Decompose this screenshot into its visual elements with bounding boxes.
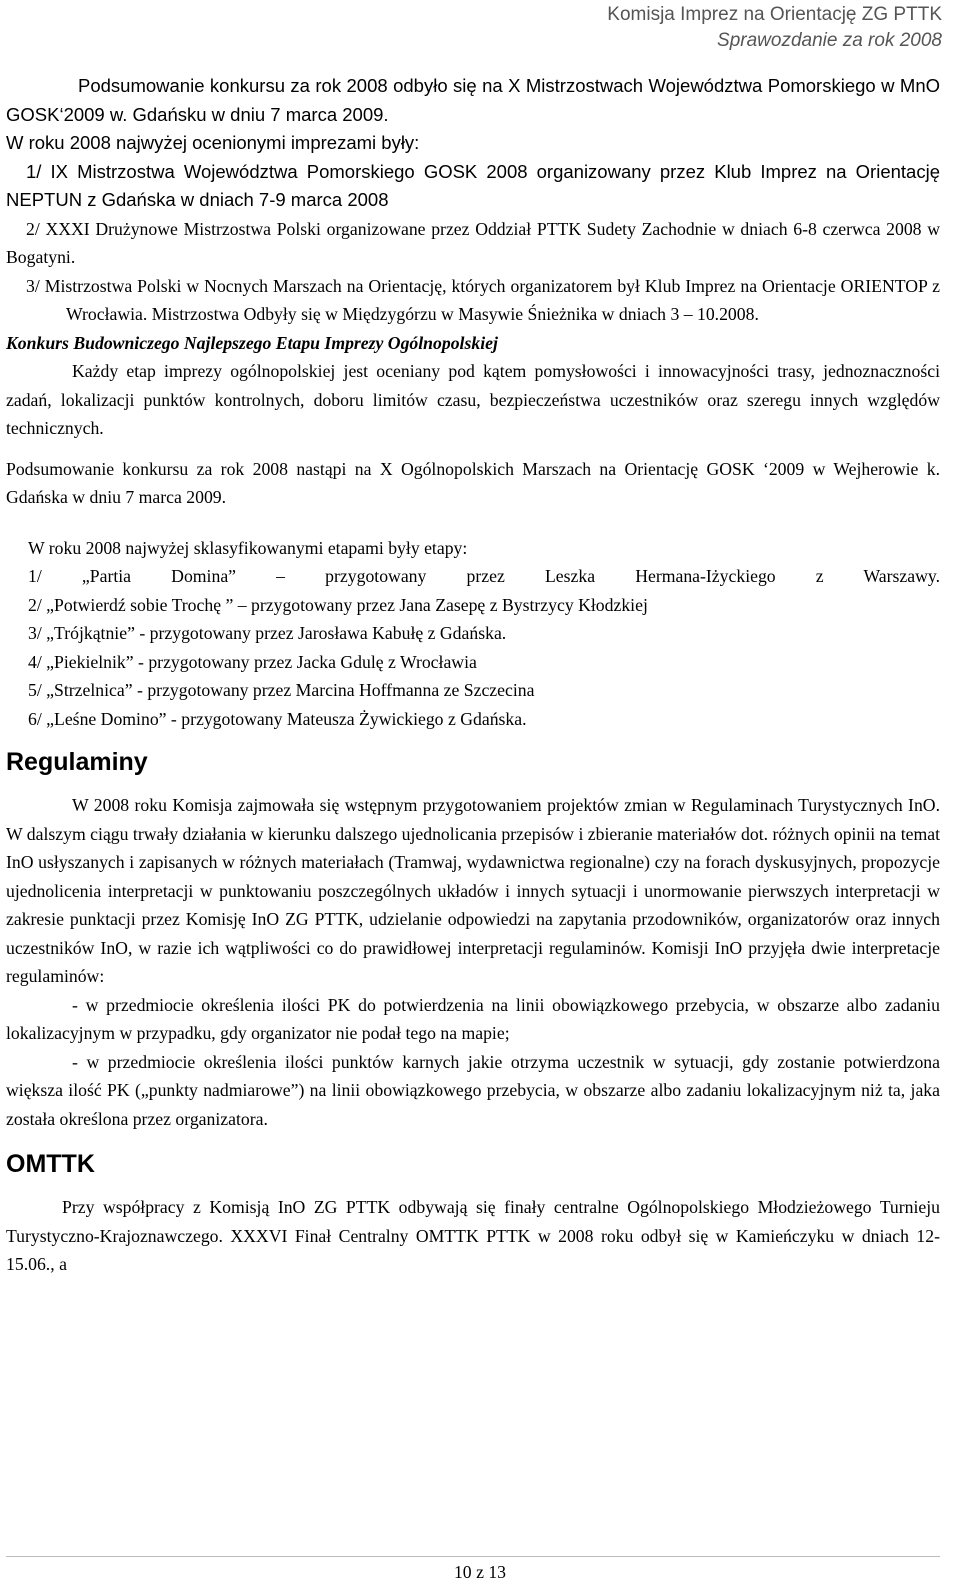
list-item: 6/ „Leśne Domino” - przygotowany Mateusza Żywickiego z Gdańska. xyxy=(28,708,527,729)
intro-section xyxy=(6,72,940,215)
list-item: 3/ „Trójkątnie” - przygotowany przez Jarosława Kabułę z Gdańska. xyxy=(28,623,507,643)
list-item: 4/ „Piekielnik” - przygotowany przez Jacka Gdulę z Wrocławia xyxy=(28,651,477,672)
header-report: Sprawozdanie za rok 2008 xyxy=(717,30,942,51)
document-body xyxy=(6,72,940,1279)
konkurs-paragraph-1: Każdy etap imprezy ogólnopolskiej jest oceniany pod kątem pomysłowości i innowacyjności trasy, jednoznaczności zadań, lokalizacji punktów kontrolnych, doboru limitów czasu, bezpieczeństwa uczestników oraz szeregu innych względów technicznych. xyxy=(6,361,940,438)
konkurs-list xyxy=(6,534,940,734)
regulaminy-paragraph-3: - w przedmiocie określenia ilości punktów karnych jakie otrzyma uczestnik w sytuacji, gdy zostanie potwierdzona większa ilość PK („punkty nadmiarowe”) na linii obowiązkowego przebycia, w obszarze albo zadaniu lokalizacyjnym niż ta, jaka została określona przez organizatora. xyxy=(6,1051,940,1129)
footer-divider xyxy=(6,1556,940,1557)
intro-item-1: 1/ IX Mistrzostwa Województwa Pomorskiego GOSK 2008 organizowany przez Klub Imprez na Orientację NEPTUN z Gdańska w dniach 7-9 marca 2008 xyxy=(6,160,940,210)
omttk-paragraph: Przy współpracy z Komisją InO ZG PTTK odbywają się finały centralne Ogólnopolskiego Młodzieżowego Turnieju Turystyczno-Krajoznawczego. XXXVI Finał Centralny OMTTK PTTK w 2008 roku odbył się w Kamieńczyku w dniach 12-15.06., a xyxy=(6,1197,940,1274)
intro-item-3: 3/ Mistrzostwa Polski w Nocnych Marszach na Orientację, których organizatorem był Klub Imprez na Orientacje ORIENTOP z Wrocławia. Mistrzostwa Odbyły się w Międzygórzu w Masywie Śnieżnika w dniach 3 – 10.2008. xyxy=(26,275,940,324)
regulaminy-heading: Regulaminy xyxy=(6,748,148,776)
omttk-heading: OMTTK xyxy=(6,1150,95,1178)
intro-item-2: 2/ XXXI Drużynowe Mistrzostwa Polski organizowane przez Oddział PTTK Sudety Zachodnie w dniach 6-8 czerwca 2008 w Bogatyni. xyxy=(6,218,940,267)
regulaminy-paragraph-1: W 2008 roku Komisja zajmowała się wstępnym przygotowaniem projektów zmian w Regulaminach Turystycznych InO. W dalszym ciągu trwały działania w kierunku dalszego ujednolicania przepisów i zbieranie materiałów dot. różnych opinii na temat InO usłyszanych i zapisanych w różnych materiałach (Tramwaj, wydawnictwa regionalne) czy na forach dyskusyjnych, propozycje ujednolicenia interpretacji w punktowaniu poszczególnych układów i innych sytuacji i unormowanie pierwszych interpretacji w zakresie punktacji przez Komisję InO ZG PTTK, udzielanie odpowiedzi na zapytania przodowników, organizatorów oraz innych uczestników InO, w razie ich wątpliwości co do prawidłowej interpretacji regulaminów. Komisji InO przyjęła dwie interpretacje regulaminów: xyxy=(6,795,940,986)
regulaminy-paragraph-2: - w przedmiocie określenia ilości PK do potwierdzenia na linii obowiązkowego przebycia, w obszarze albo zadaniu lokalizacyjnym w przypadku, gdy organizator nie podał tego na mapie; xyxy=(6,994,940,1043)
intro-list-heading: W roku 2008 najwyżej ocenionymi imprezami były: xyxy=(6,132,420,153)
list-item: 2/ „Potwierdź sobie Trochę ” – przygotowany przez Jana Zasepę z Bystrzycy Kłodzkiej xyxy=(28,594,648,615)
intro-paragraph: Podsumowanie konkursu za rok 2008 odbyło się na X Mistrzostwach Województwa Pomorskiego w MnO GOSK‘2009 w. Gdańsku w dniu 7 marca 2009. xyxy=(6,75,940,125)
page-header xyxy=(607,2,942,54)
konkurs-list-intro: W roku 2008 najwyżej sklasyfikowanymi etapami były etapy: xyxy=(28,537,468,558)
header-org: Komisja Imprez na Orientację ZG PTTK xyxy=(607,4,942,25)
list-item: 5/ „Strzelnica” - przygotowany przez Marcina Hoffmanna ze Szczecina xyxy=(28,680,535,700)
list-item: 1/ „Partia Domina” – przygotowany przez Leszka Hermana-Iżyckiego z Warszawy. xyxy=(28,566,940,586)
konkurs-title: Konkurs Budowniczego Najlepszego Etapu Imprezy Ogólnopolskiej xyxy=(6,332,498,353)
page-number: 10 z 13 xyxy=(453,1562,507,1582)
konkurs-paragraph-2: Podsumowanie konkursu za rok 2008 nastąpi na X Ogólnopolskich Marszach na Orientację GOSK ‘2009 w Wejherowie k. Gdańska w dniu 7 marca 2009. xyxy=(6,458,940,507)
